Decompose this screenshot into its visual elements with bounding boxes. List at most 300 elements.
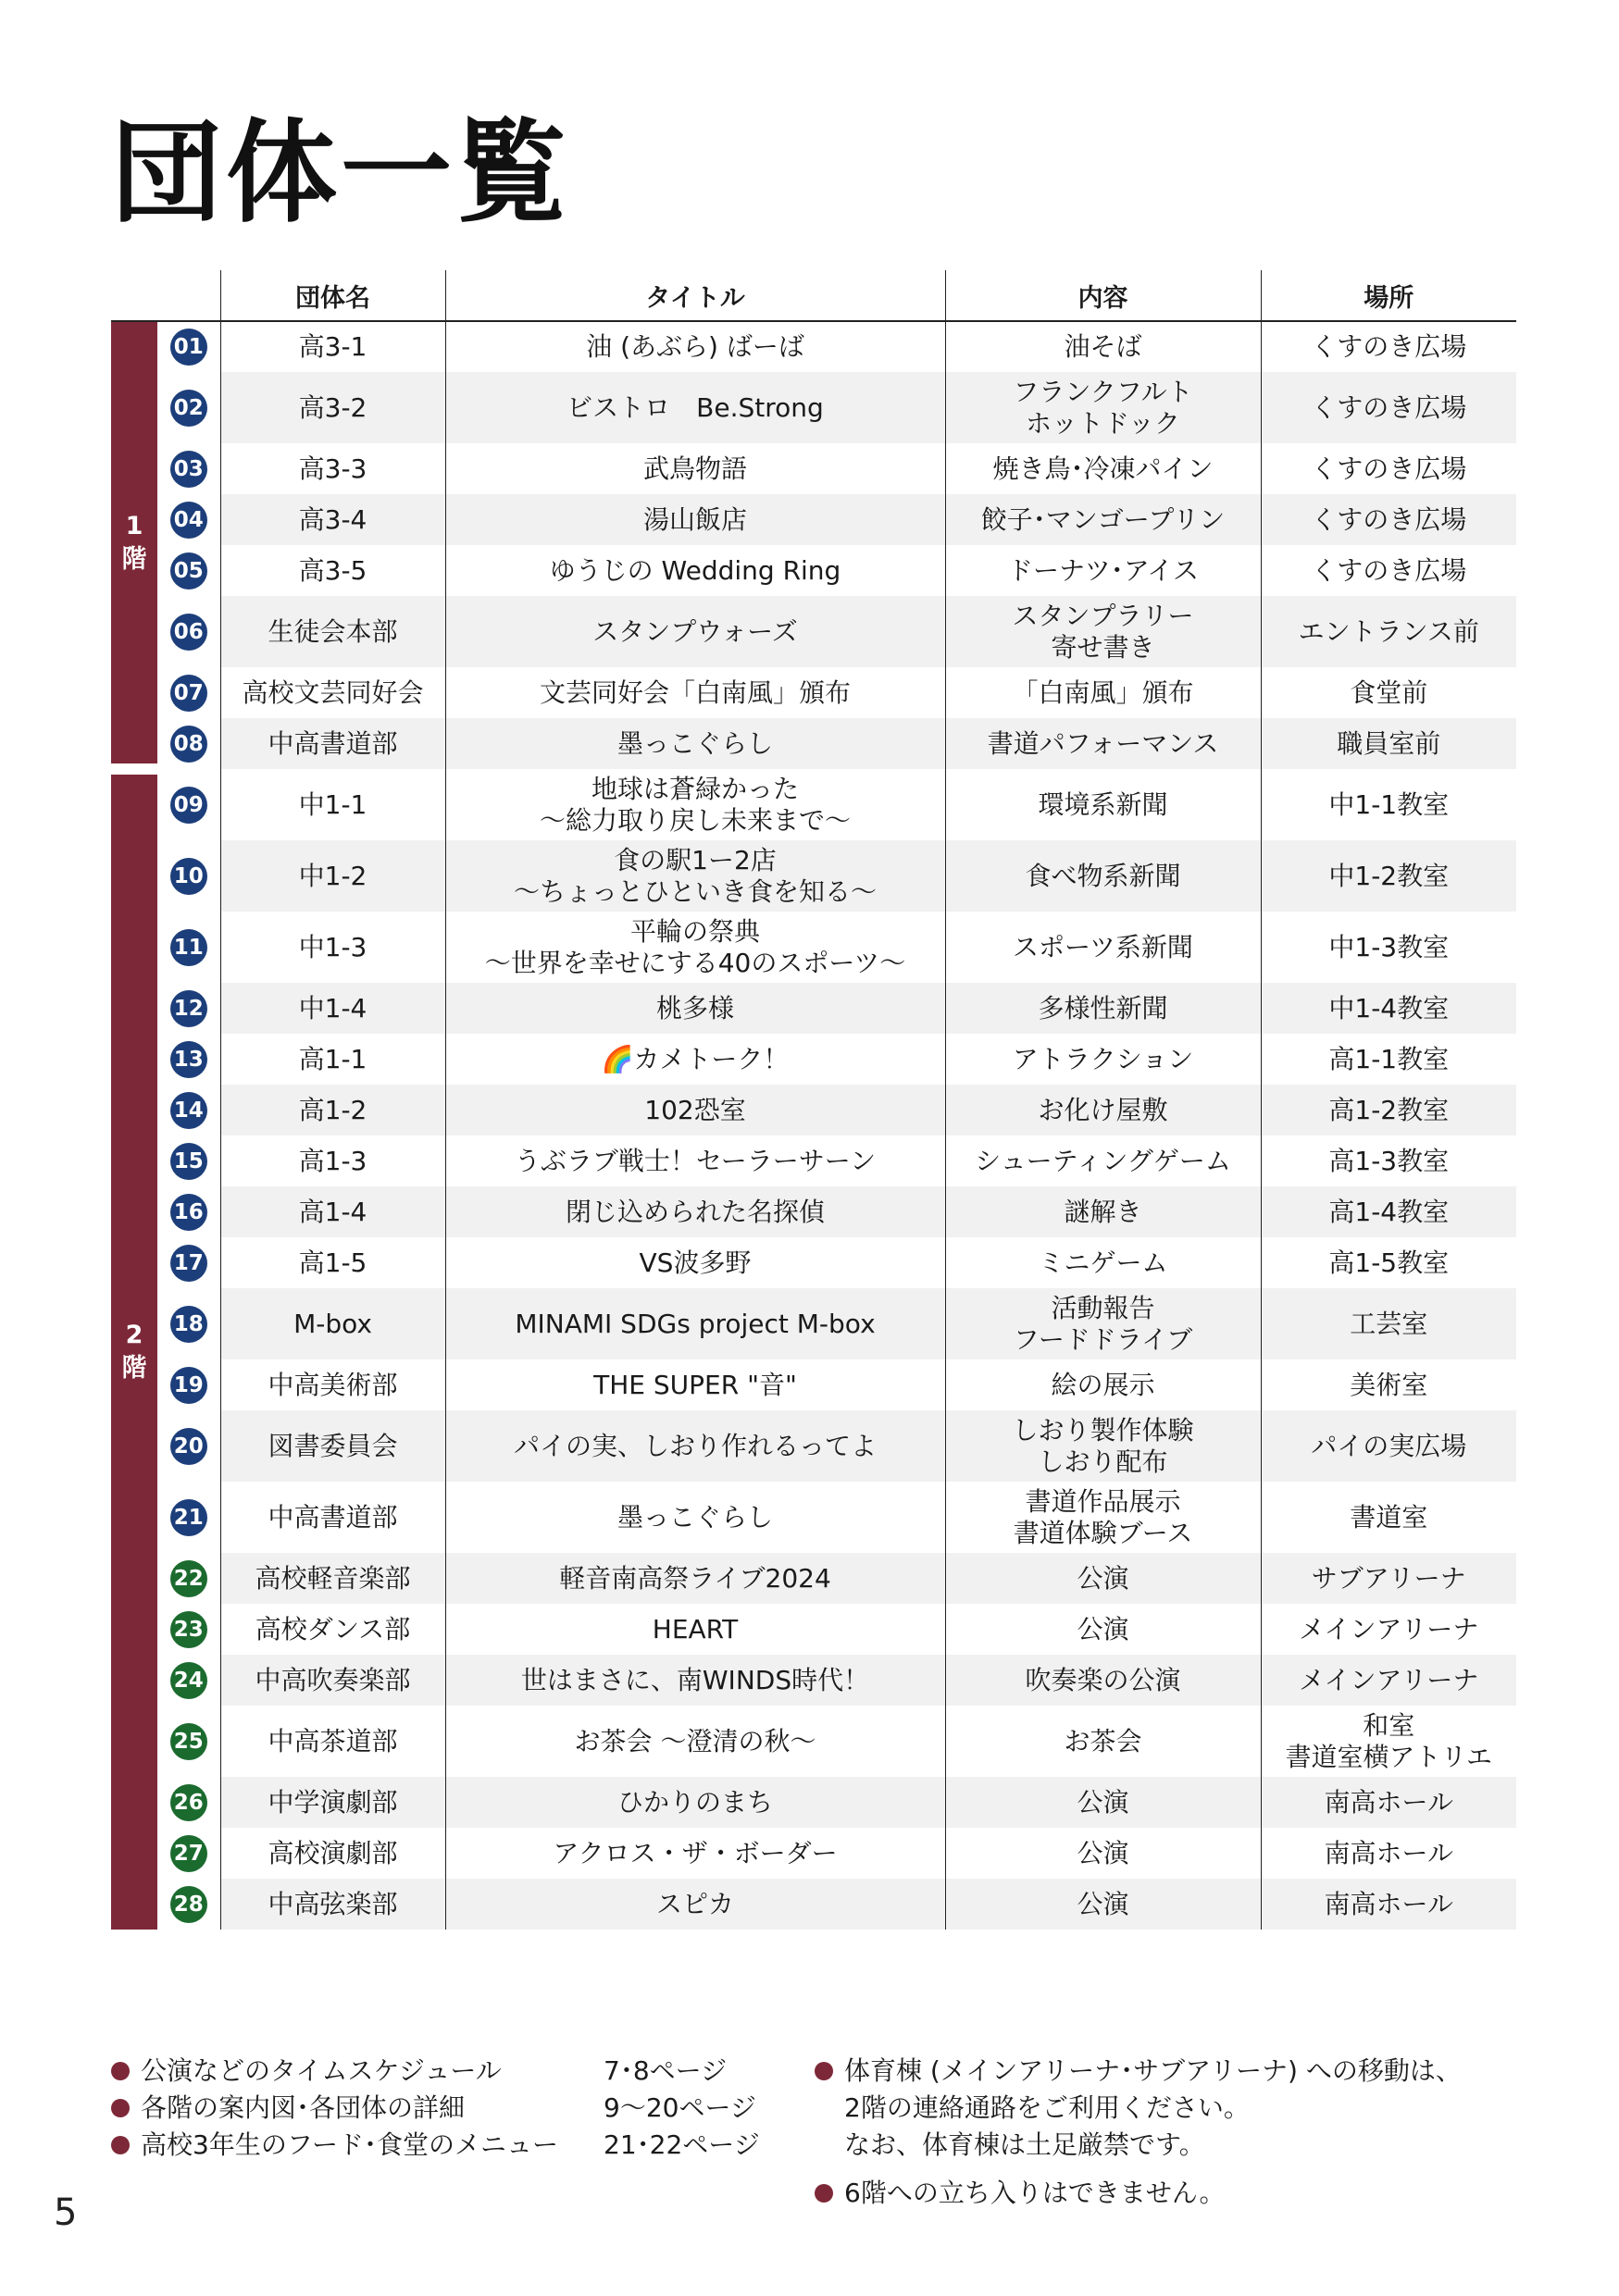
- title-cell: [445, 1359, 945, 1410]
- number-badge: 14: [170, 1092, 207, 1129]
- note-page-ref: 21･22ページ: [604, 2129, 760, 2160]
- content-line: お化け屋敷: [1038, 1094, 1168, 1125]
- title-cell: [445, 1655, 945, 1706]
- place-line: メインアリーナ: [1299, 1664, 1479, 1695]
- content-line: 環境系新聞: [1038, 788, 1168, 820]
- table-row: [111, 321, 1516, 372]
- group-name-cell: 高3-2: [220, 372, 445, 443]
- table-row: [111, 443, 1516, 494]
- table-row: [111, 1777, 1516, 1828]
- number-badge: 08: [170, 726, 207, 763]
- content-cell: [945, 596, 1261, 667]
- table-row: [111, 1655, 1516, 1706]
- floor-label-text: 階: [121, 1354, 147, 1383]
- bullet-icon: [815, 2062, 833, 2080]
- group-name-cell: 中学演劇部: [220, 1777, 445, 1828]
- number-badge: 16: [170, 1194, 207, 1231]
- table-row: [111, 1410, 1516, 1482]
- content-line: 書道パフォーマンス: [987, 727, 1219, 759]
- group-name-cell: 中1-2: [220, 840, 445, 912]
- place-cell: [1261, 1828, 1516, 1879]
- group-name-cell: 高校演劇部: [220, 1828, 445, 1879]
- content-line: フランクフルト: [1013, 376, 1193, 407]
- title-cell: [445, 1828, 945, 1879]
- group-name-cell: 高1-1: [220, 1034, 445, 1085]
- group-name-cell: 高1-5: [220, 1237, 445, 1288]
- place-cell: [1261, 769, 1516, 840]
- table-row: [111, 1706, 1516, 1777]
- place-cell: [1261, 1879, 1516, 1930]
- place-cell: [1261, 840, 1516, 912]
- content-cell: [945, 840, 1261, 912]
- number-header: [157, 270, 220, 321]
- content-line: 油そば: [1064, 331, 1142, 362]
- number-badge: 21: [170, 1499, 207, 1536]
- title-cell: [445, 1410, 945, 1482]
- title-cell: [445, 769, 945, 840]
- floor-header: [111, 270, 157, 321]
- content-cell: [945, 1359, 1261, 1410]
- row-number-cell: [157, 1288, 220, 1359]
- row-number-cell: [157, 1777, 220, 1828]
- place-line: 中1-1教室: [1328, 788, 1450, 820]
- bullet-icon: [111, 2099, 130, 2117]
- note-text: 各階の案内図･各団体の詳細: [141, 2092, 466, 2123]
- content-cell: [945, 912, 1261, 983]
- place-cell: [1261, 1655, 1516, 1706]
- title-line: ひかりのまち: [616, 1786, 773, 1818]
- table-row: [111, 1136, 1516, 1186]
- title-cell: [445, 443, 945, 494]
- place-cell: [1261, 1359, 1516, 1410]
- content-cell: [945, 1553, 1261, 1604]
- title-line: パイの実、しおり作れるってよ: [513, 1430, 877, 1461]
- place-line: 書道室横アトリエ: [1285, 1741, 1492, 1772]
- notes-right: [815, 2053, 1462, 2212]
- row-number-cell: [157, 494, 220, 545]
- row-number-cell: [157, 1410, 220, 1482]
- place-cell: [1261, 1410, 1516, 1482]
- place-line: パイの実広場: [1311, 1430, 1467, 1461]
- note-item: [815, 2053, 1462, 2164]
- place-cell: [1261, 1706, 1516, 1777]
- place-cell: [1261, 1777, 1516, 1828]
- number-badge: 12: [170, 990, 207, 1027]
- title-line: スタンプウォーズ: [592, 615, 798, 647]
- title-cell: [445, 1879, 945, 1930]
- content-cell: [945, 1085, 1261, 1136]
- title-cell: [445, 1553, 945, 1604]
- row-number-cell: [157, 667, 220, 718]
- place-line: 南高ホール: [1324, 1888, 1453, 1919]
- place-cell: [1261, 983, 1516, 1034]
- header-content: 内容: [945, 270, 1261, 321]
- group-name-cell: 高3-4: [220, 494, 445, 545]
- table-row: [111, 1604, 1516, 1655]
- note-item: [111, 2053, 760, 2090]
- content-cell: [945, 1482, 1261, 1553]
- place-cell: [1261, 1237, 1516, 1288]
- title-line: お茶会 〜澄清の秋〜: [574, 1725, 816, 1756]
- title-line: 桃多様: [655, 992, 734, 1024]
- title-cell: [445, 718, 945, 769]
- table-row: [111, 596, 1516, 667]
- row-number-cell: [157, 1604, 220, 1655]
- content-cell: [945, 1034, 1261, 1085]
- number-badge: 22: [170, 1560, 207, 1597]
- number-badge: 24: [170, 1662, 207, 1699]
- table-row: [111, 545, 1516, 596]
- title-cell: [445, 1186, 945, 1237]
- row-number-cell: [157, 1482, 220, 1553]
- table-row: [111, 1034, 1516, 1085]
- title-line: 地球は蒼緑かった: [591, 773, 799, 804]
- content-line: 公演: [1077, 1786, 1129, 1818]
- table-row: [111, 1879, 1516, 1930]
- title-line: 軽音南高祭ライブ2024: [559, 1562, 831, 1594]
- row-number-cell: [157, 912, 220, 983]
- note-page-ref: 9〜20ページ: [604, 2092, 756, 2123]
- title-line: HEART: [652, 1613, 739, 1644]
- title-line: スピカ: [655, 1888, 734, 1919]
- content-cell: [945, 1237, 1261, 1288]
- title-line: 〜ちょっとひといき食を知る〜: [513, 875, 877, 907]
- title-cell: [445, 840, 945, 912]
- group-name-cell: 中1-1: [220, 769, 445, 840]
- content-line: 絵の展示: [1051, 1369, 1155, 1400]
- title-line: 🌈カメトーク！: [601, 1043, 790, 1074]
- content-line: 食べ物系新聞: [1025, 860, 1181, 891]
- content-line: 公演: [1077, 1562, 1129, 1594]
- title-cell: [445, 596, 945, 667]
- title-cell: [445, 1482, 945, 1553]
- group-name-cell: 高3-3: [220, 443, 445, 494]
- title-cell: [445, 1777, 945, 1828]
- title-line: 湯山飯店: [642, 503, 747, 535]
- row-number-cell: [157, 983, 220, 1034]
- row-number-cell: [157, 1034, 220, 1085]
- place-cell: [1261, 321, 1516, 372]
- header-name: 団体名: [220, 270, 445, 321]
- table-row: [111, 1828, 1516, 1879]
- note-text: [844, 2175, 1226, 2212]
- content-cell: [945, 1136, 1261, 1186]
- row-number-cell: [157, 1136, 220, 1186]
- title-line: 102恐室: [644, 1094, 746, 1125]
- content-line: 「白南風」頒布: [1012, 676, 1194, 708]
- place-line: 工芸室: [1350, 1308, 1428, 1339]
- title-cell: [445, 1136, 945, 1186]
- group-name-cell: 高3-1: [220, 321, 445, 372]
- number-badge: 20: [170, 1428, 207, 1465]
- title-cell: [445, 1237, 945, 1288]
- row-number-cell: [157, 443, 220, 494]
- table-row: [111, 667, 1516, 718]
- place-line: 高1-3教室: [1328, 1145, 1450, 1176]
- number-badge: 25: [170, 1723, 207, 1760]
- title-line: 武鳥物語: [642, 453, 747, 484]
- content-cell: [945, 1828, 1261, 1879]
- place-cell: [1261, 545, 1516, 596]
- title-cell: [445, 545, 945, 596]
- place-line: 中1-4教室: [1328, 992, 1450, 1024]
- row-number-cell: [157, 1553, 220, 1604]
- group-name-cell: 高校軽音楽部: [220, 1553, 445, 1604]
- row-number-cell: [157, 1655, 220, 1706]
- title-cell: [445, 1085, 945, 1136]
- title-line: THE SUPER "音": [593, 1369, 797, 1400]
- content-cell: [945, 1604, 1261, 1655]
- number-badge: 19: [170, 1367, 207, 1404]
- title-line: 油 (あぶら) ばーば: [586, 331, 804, 362]
- content-line: しおり製作体験: [1012, 1414, 1194, 1446]
- row-number-cell: [157, 372, 220, 443]
- title-cell: [445, 983, 945, 1034]
- group-name-cell: 高校文芸同好会: [220, 667, 445, 718]
- number-badge: 13: [170, 1041, 207, 1078]
- place-cell: [1261, 1482, 1516, 1553]
- place-line: くすのき広場: [1311, 453, 1467, 484]
- bullet-icon: [815, 2184, 833, 2203]
- title-line: 墨っこぐらし: [616, 727, 773, 759]
- group-list-table-container: [111, 270, 1516, 1930]
- place-line: 職員室前: [1337, 727, 1441, 759]
- table-row: [111, 718, 1516, 769]
- number-badge: 05: [170, 552, 207, 590]
- place-cell: [1261, 596, 1516, 667]
- place-line: 高1-4教室: [1328, 1196, 1450, 1227]
- note-line: 2階の連絡通路をご利用ください。: [844, 2092, 1250, 2123]
- row-number-cell: [157, 1186, 220, 1237]
- place-cell: [1261, 718, 1516, 769]
- table-row: [111, 1359, 1516, 1410]
- content-cell: [945, 769, 1261, 840]
- content-cell: [945, 667, 1261, 718]
- place-line: 和室: [1363, 1709, 1415, 1741]
- number-badge: 07: [170, 675, 207, 712]
- title-line: うぶラブ戦士！セーラーサーン: [514, 1145, 877, 1176]
- number-badge: 15: [170, 1143, 207, 1180]
- content-line: スポーツ系新聞: [1013, 931, 1193, 962]
- group-name-cell: 中高美術部: [220, 1359, 445, 1410]
- content-cell: [945, 718, 1261, 769]
- group-name-cell: 高1-3: [220, 1136, 445, 1186]
- place-line: 美術室: [1350, 1369, 1428, 1400]
- table-row: [111, 372, 1516, 443]
- table-row: [111, 1482, 1516, 1553]
- content-line: しおり配布: [1038, 1446, 1168, 1477]
- place-cell: [1261, 1034, 1516, 1085]
- table-row: [111, 1288, 1516, 1359]
- table-row: [111, 912, 1516, 983]
- content-line: アトラクション: [1012, 1043, 1194, 1074]
- row-number-cell: [157, 718, 220, 769]
- content-line: 焼き鳥･冷凍パイン: [992, 453, 1214, 484]
- title-line: アクロス・ザ・ボーダー: [553, 1837, 838, 1868]
- title-line: 〜総力取り戻し未来まで〜: [539, 804, 851, 836]
- place-cell: [1261, 1553, 1516, 1604]
- title-cell: [445, 1034, 945, 1085]
- group-name-cell: 図書委員会: [220, 1410, 445, 1482]
- content-line: 書道作品展示: [1025, 1485, 1181, 1517]
- number-badge: 01: [170, 329, 207, 366]
- content-line: 公演: [1077, 1837, 1129, 1868]
- table-body: [111, 321, 1516, 1930]
- content-cell: [945, 983, 1261, 1034]
- content-line: フードドライブ: [1013, 1323, 1193, 1355]
- row-number-cell: [157, 596, 220, 667]
- content-line: 餃子･マンゴープリン: [980, 503, 1226, 535]
- group-name-cell: 高1-2: [220, 1085, 445, 1136]
- table-row: [111, 494, 1516, 545]
- note-line: なお、体育棟は土足厳禁です。: [844, 2129, 1205, 2160]
- number-badge: 18: [170, 1306, 207, 1343]
- place-cell: [1261, 494, 1516, 545]
- content-line: ドーナツ･アイス: [1007, 554, 1199, 586]
- title-line: 墨っこぐらし: [616, 1501, 773, 1533]
- group-name-cell: 中高吹奏楽部: [220, 1655, 445, 1706]
- table-row: [111, 1085, 1516, 1136]
- floor-label-text: 2: [125, 1321, 143, 1349]
- place-cell: [1261, 1288, 1516, 1359]
- place-line: 南高ホール: [1324, 1786, 1453, 1818]
- title-line: 文芸同好会「白南風」頒布: [539, 676, 851, 708]
- number-badge: 17: [170, 1245, 207, 1282]
- title-cell: [445, 1706, 945, 1777]
- content-line: お茶会: [1064, 1725, 1142, 1756]
- number-badge: 26: [170, 1784, 207, 1821]
- floor-label-1: [111, 321, 157, 769]
- place-line: くすのき広場: [1311, 503, 1467, 535]
- number-badge: 11: [170, 929, 207, 966]
- place-line: 中1-2教室: [1328, 860, 1450, 891]
- content-line: シューティングゲーム: [975, 1145, 1231, 1176]
- group-name-cell: M-box: [220, 1288, 445, 1359]
- place-line: エントランス前: [1298, 615, 1479, 647]
- place-line: 高1-1教室: [1328, 1043, 1450, 1074]
- page-number: 5: [54, 2191, 78, 2234]
- group-name-cell: 中高茶道部: [220, 1706, 445, 1777]
- content-line: 吹奏楽の公演: [1025, 1664, 1181, 1695]
- number-badge: 27: [170, 1835, 207, 1872]
- place-line: メインアリーナ: [1299, 1613, 1479, 1644]
- content-cell: [945, 321, 1261, 372]
- title-line: 世はまさに、南WINDS時代！: [520, 1664, 870, 1695]
- place-line: 南高ホール: [1324, 1837, 1453, 1868]
- row-number-cell: [157, 840, 220, 912]
- table-row: [111, 840, 1516, 912]
- content-line: 寄せ書き: [1051, 631, 1155, 663]
- place-line: 高1-2教室: [1328, 1094, 1450, 1125]
- place-line: 中1-3教室: [1328, 931, 1450, 962]
- number-badge: 23: [170, 1611, 207, 1648]
- content-line: 書道体験ブース: [1013, 1517, 1193, 1548]
- note-item: [111, 2090, 760, 2127]
- table-header-row: [111, 270, 1516, 321]
- place-line: 書道室: [1350, 1501, 1428, 1533]
- place-cell: [1261, 1136, 1516, 1186]
- row-number-cell: [157, 1359, 220, 1410]
- content-line: スタンプラリー: [1012, 600, 1194, 631]
- row-number-cell: [157, 545, 220, 596]
- number-badge: 06: [170, 614, 207, 651]
- table-row: [111, 1237, 1516, 1288]
- row-number-cell: [157, 1706, 220, 1777]
- place-cell: [1261, 667, 1516, 718]
- content-line: ホットドック: [1026, 407, 1180, 439]
- place-line: くすのき広場: [1311, 391, 1467, 423]
- header-place: 場所: [1261, 270, 1516, 321]
- content-line: 謎解き: [1064, 1196, 1142, 1227]
- row-number-cell: [157, 1237, 220, 1288]
- note-line: 6階への立ち入りはできません。: [844, 2178, 1226, 2208]
- group-name-cell: 中高書道部: [220, 718, 445, 769]
- place-line: くすのき広場: [1311, 331, 1467, 362]
- row-number-cell: [157, 1879, 220, 1930]
- title-line: 平輪の祭典: [629, 915, 760, 947]
- content-line: 活動報告: [1051, 1292, 1155, 1323]
- number-badge: 04: [170, 502, 207, 539]
- place-line: くすのき広場: [1311, 554, 1467, 586]
- content-cell: [945, 1655, 1261, 1706]
- bullet-icon: [111, 2062, 130, 2080]
- title-line: 〜世界を幸せにする40のスポーツ〜: [484, 947, 906, 978]
- place-cell: [1261, 1186, 1516, 1237]
- note-item: [111, 2127, 760, 2164]
- table-row: [111, 1553, 1516, 1604]
- place-cell: [1261, 372, 1516, 443]
- note-page-ref: 7･8ページ: [604, 2055, 728, 2086]
- page-title: 団体一覧: [111, 109, 570, 238]
- number-badge: 10: [170, 858, 207, 895]
- group-name-cell: 生徒会本部: [220, 596, 445, 667]
- content-cell: [945, 494, 1261, 545]
- content-cell: [945, 1288, 1261, 1359]
- title-cell: [445, 494, 945, 545]
- content-cell: [945, 545, 1261, 596]
- content-line: 多様性新聞: [1038, 992, 1168, 1024]
- title-cell: [445, 372, 945, 443]
- row-number-cell: [157, 1828, 220, 1879]
- number-badge: 28: [170, 1886, 207, 1923]
- content-cell: [945, 1706, 1261, 1777]
- title-cell: [445, 1288, 945, 1359]
- table-row: [111, 983, 1516, 1034]
- table-row: [111, 1186, 1516, 1237]
- group-name-cell: 中1-3: [220, 912, 445, 983]
- header-title: タイトル: [445, 270, 945, 321]
- group-name-cell: 高3-5: [220, 545, 445, 596]
- group-name-cell: 高1-4: [220, 1186, 445, 1237]
- title-line: VS波多野: [639, 1247, 752, 1278]
- group-name-cell: 高校ダンス部: [220, 1604, 445, 1655]
- bullet-icon: [111, 2136, 130, 2154]
- content-cell: [945, 1410, 1261, 1482]
- floor-label-2: [111, 769, 157, 1930]
- title-cell: [445, 667, 945, 718]
- content-line: 公演: [1077, 1888, 1129, 1919]
- note-item: [815, 2175, 1462, 2212]
- note-text: 高校3年生のフード･食堂のメニュー: [141, 2129, 558, 2160]
- note-text: 公演などのタイムスケジュール: [141, 2055, 502, 2086]
- floor-label-text: 階: [121, 544, 147, 574]
- place-line: 食堂前: [1350, 676, 1428, 708]
- content-cell: [945, 1879, 1261, 1930]
- note-text: [844, 2053, 1462, 2164]
- floor-label-text: 1: [125, 511, 143, 540]
- content-line: ミニゲーム: [1038, 1247, 1168, 1278]
- note-line: 体育棟 (メインアリーナ･サブアリーナ) への移動は、: [844, 2055, 1462, 2086]
